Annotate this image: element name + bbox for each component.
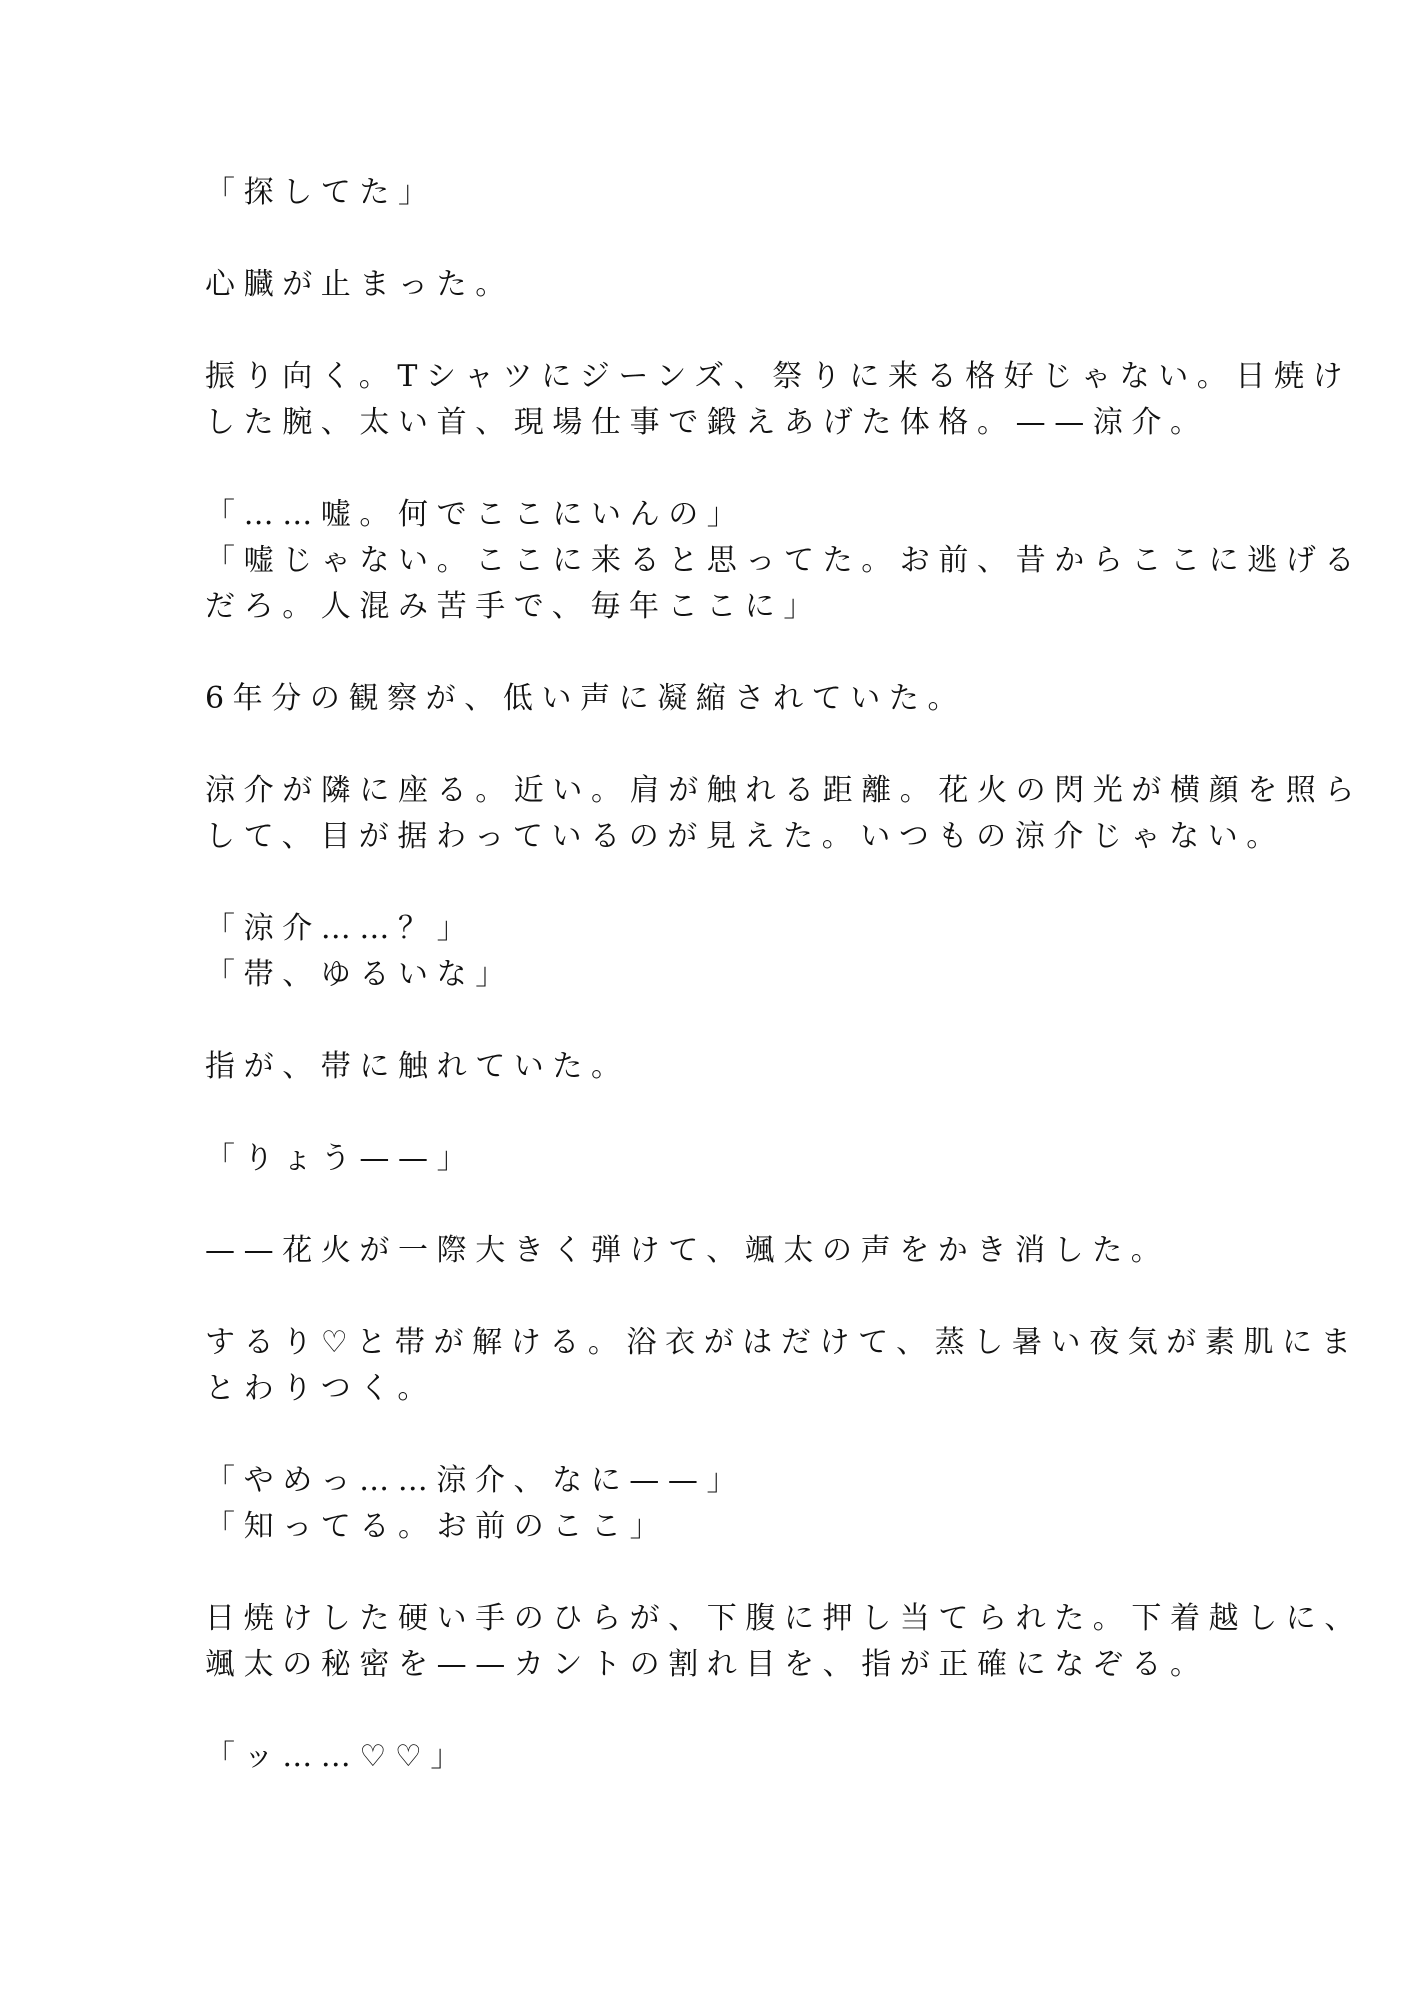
paragraph [205,1228,1205,1274]
text-line: 「りょう——」 [205,1141,476,1176]
text-line: 「……嘘。何でここにいんの」 [205,497,746,532]
paragraph [205,170,1205,216]
paragraph [205,262,1205,308]
text-line: 「探してた」 [205,175,437,210]
text-line: 「知ってる。お前のここ」 [205,1509,669,1544]
text-line: 「帯、ゆるいな」 [205,957,514,992]
text-line: するり♡と帯が解ける。浴衣がはだけて、蒸し暑い夜気が素肌にま [205,1325,1360,1360]
text-line: だろ。人混み苦手で、毎年ここに」 [205,589,822,624]
text-line: 振り向く。Tシャツにジーンズ、祭りに来る格好じゃない。日焼け [205,359,1352,394]
text-line: 涼介が隣に座る。近い。肩が触れる距離。花火の閃光が横顔を照ら [205,773,1363,808]
paragraph [205,1320,1360,1412]
text-line: 颯太の秘密を——カントの割れ目を、指が正確になぞる。 [205,1647,1209,1682]
paragraph [205,676,1205,722]
text-line: 指が、帯に触れていた。 [205,1049,630,1084]
text-line: ——花火が一際大きく弾けて、颯太の声をかき消した。 [205,1233,1170,1268]
text-line: 「ッ……♡♡」 [205,1739,469,1774]
text-line: とわりつく。 [205,1371,436,1406]
paragraph [205,768,1363,860]
paragraph [205,906,1205,998]
text-line: 「嘘じゃない。ここに来ると思ってた。お前、昔からここに逃げる [205,543,1363,578]
text-line: 「涼介……？」 [205,911,476,946]
text-line: 「やめっ……涼介、なに——」 [205,1463,746,1498]
paragraph [205,1136,1205,1182]
paragraph [205,1734,1205,1780]
text-line: した腕、太い首、現場仕事で鍛えあげた体格。——涼介。 [205,405,1209,440]
paragraph [205,492,1363,630]
paragraph [205,1044,1205,1090]
document-page [205,170,1363,1826]
text-line: 心臓が止まった。 [205,267,514,302]
text-line: 日焼けした硬い手のひらが、下腹に押し当てられた。下着越しに、 [205,1601,1363,1636]
paragraph [205,1458,1205,1550]
paragraph [205,354,1352,446]
text-line: して、目が据わっているのが見えた。いつもの涼介じゃない。 [205,819,1285,854]
text-line: 6年分の観察が、低い声に凝縮されていた。 [205,681,967,716]
paragraph [205,1596,1363,1688]
